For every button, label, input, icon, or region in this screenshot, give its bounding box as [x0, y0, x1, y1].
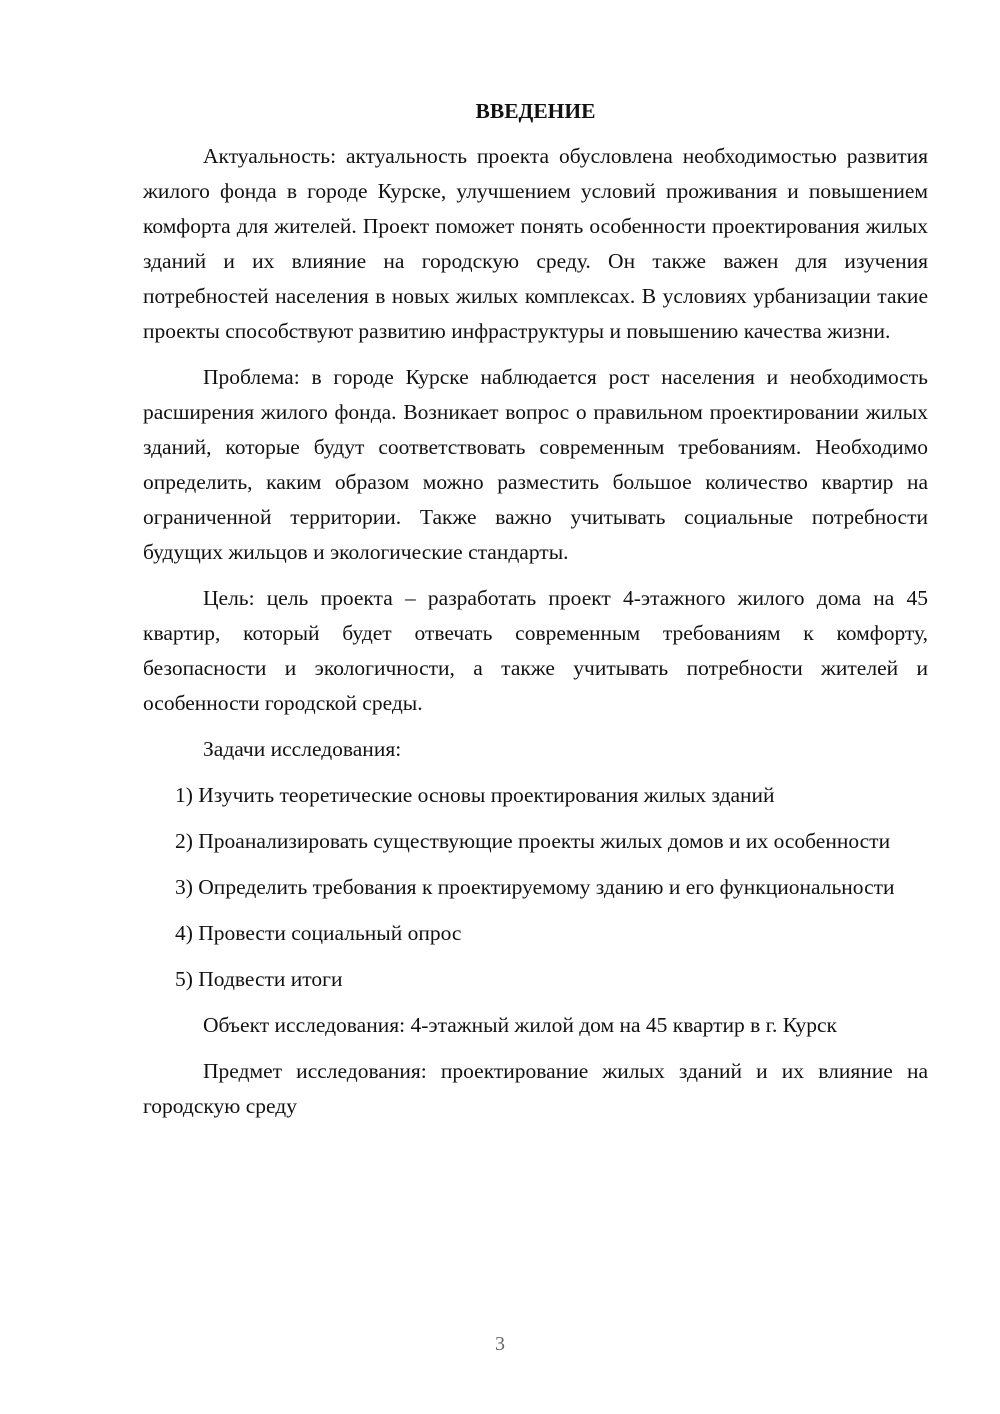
paragraph-goal: Цель: цель проекта – разработать проект 4-этажного жилого дома на 45 квартир, который будет отвечать современным требованиям к комфорту, безопасности и экологичности, а также учитывать потребности жителей и особенности городской среды. — [143, 586, 928, 715]
list-item: 2) Проанализировать существующие проекты жилых домов и их особенности — [175, 829, 891, 853]
section-heading: ВВЕДЕНИЕ — [475, 99, 596, 123]
paragraph-tasks-intro: Задачи исследования: — [203, 737, 402, 761]
paragraph-problem: Проблема: в городе Курске наблюдается рост населения и необходимость расширения жилого фонда. Возникает вопрос о правильном проектировании жилых зданий, которые будут соответствовать современным требованиям. Необходимо определить, каким образом можно разместить большое количество квартир на ограниченной территории. Также важно учитывать социальные потребности будущих жильцов и экологические стандарты. — [143, 365, 928, 564]
list-item: 3) Определить требования к проектируемому зданию и его функциональности — [175, 875, 895, 899]
paragraph-subject: Предмет исследования: проектирование жилых зданий и их влияние на городскую среду — [143, 1059, 928, 1118]
document-page — [143, 96, 928, 1135]
list-item: 4) Провести социальный опрос — [175, 921, 462, 945]
list-item: 5) Подвести итоги — [175, 967, 343, 991]
list-item: 1) Изучить теоретические основы проектирования жилых зданий — [175, 783, 775, 807]
paragraph-relevance: Актуальность: актуальность проекта обусловлена необходимостью развития жилого фонда в городе Курске, улучшением условий проживания и повышением комфорта для жителей. Проект поможет понять особенности проектирования жилых зданий и их влияние на городскую среду. Он также важен для изучения потребностей населения в новых жилых комплексах. В условиях урбанизации такие проекты способствуют развитию инфраструктуры и повышению качества жизни. — [143, 144, 928, 343]
paragraph-object: Объект исследования: 4-этажный жилой дом на 45 квартир в г. Курск — [203, 1013, 837, 1037]
page-number: 3 — [495, 1333, 505, 1355]
